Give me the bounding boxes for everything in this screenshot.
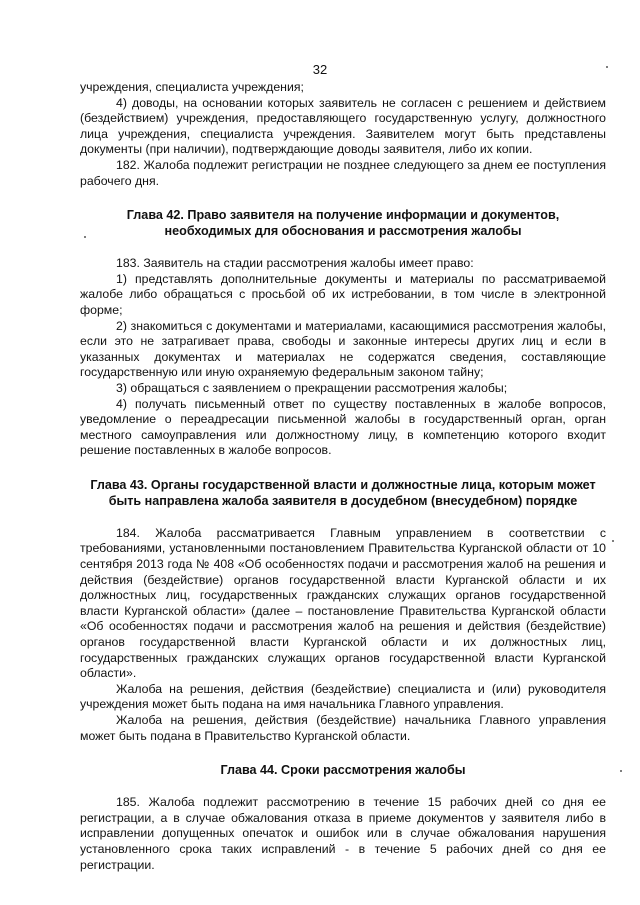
scan-speck	[84, 236, 86, 238]
paragraph: 183. Заявитель на стадии рассмотрения жалобы имеет право:	[116, 256, 474, 271]
paragraph: Жалоба на решения, действия (бездействие) специалиста и (или) руководителя учреждения может быть подана на имя начальника Главного управления.	[80, 681, 606, 712]
paragraph: 4) доводы, на основании которых заявитель не согласен с решением и действием (бездействием) учреждения, предоставляющего государственную услугу, должностного лица учреждения, специалиста учреждения. Заявителем могут быть представлены документы (при наличии), подтверждающие доводы заявителя, либо их копии.	[80, 95, 606, 157]
paragraph: 4) получать письменный ответ по существу поставленных в жалобе вопросов, уведомление о переадресации письменной жалобы в государственный орган, орган местного самоуправления или должностному лицу, в компетенцию которого входит решение поставленных в жалобе вопросов.	[80, 396, 606, 458]
paragraph: 182. Жалоба подлежит регистрации не позднее следующего за днем ее поступления рабочего дня.	[80, 157, 606, 188]
paragraph: 3) обращаться с заявлением о прекращении рассмотрения жалобы;	[116, 380, 508, 395]
scan-speck	[612, 540, 614, 542]
paragraph: 185. Жалоба подлежит рассмотрению в течение 15 рабочих дней со дня ее регистрации, а в случае обжалования отказа в приеме документов у заявителя либо в исправлении допущенных опечаток и ошибок или в случае обжалования нарушения установленного срока таких исправлений - в течение 5 рабочих дней со дня ее регистрации.	[80, 795, 606, 872]
document-body	[80, 80, 606, 873]
paragraph: учреждения, специалиста учреждения;	[80, 80, 304, 94]
scan-speck	[606, 66, 608, 68]
chapter-heading: Глава 43. Органы государственной власти и должностные лица, которым может быть направлена жалоба заявителя в досудебном (внесудебном) порядке	[90, 477, 596, 508]
paragraph: 184. Жалоба рассматривается Главным управлением в соответствии с требованиями, установленными постановлением Правительства Курганской области от 10 сентября 2013 года № 408 «Об особенностях подачи и рассмотрения жалоб на решения и действия (бездействие) органов государственной власти Курганской области и их должностных лиц, государственных гражданских служащих органов государственной власти Курганской области» (далее – постановление Правительства Курганской области «Об особенностях подачи и рассмотрения жалоб на решения и действия (бездействие) органов государственной власти Курганской области и их должностных лиц, государственных гражданских служащих органов государственной власти Курганской области».	[80, 525, 606, 681]
paragraph: Жалоба на решения, действия (бездействие) начальника Главного управления может быть подана в Правительство Курганской области.	[80, 713, 606, 743]
paragraph: 1) представлять дополнительные документы и материалы по рассматриваемой жалобе либо обращаться с просьбой об их истребовании, в том числе в электронной форме;	[80, 271, 606, 317]
scan-speck	[620, 770, 622, 772]
chapter-heading: Глава 42. Право заявителя на получение информации и документов, необходимых для обоснования и рассмотрения жалобы	[126, 208, 560, 239]
page-number: 32	[312, 62, 328, 77]
paragraph: 2) знакомиться с документами и материалами, касающимися рассмотрения жалобы, если это не затрагивает права, свободы и законные интересы других лиц и если в указанных документах и материалах не содержатся сведения, составляющие государственную или иную охраняемую федеральным законом тайну;	[80, 318, 606, 380]
chapter-heading: Глава 44. Сроки рассмотрения жалобы	[220, 763, 466, 778]
